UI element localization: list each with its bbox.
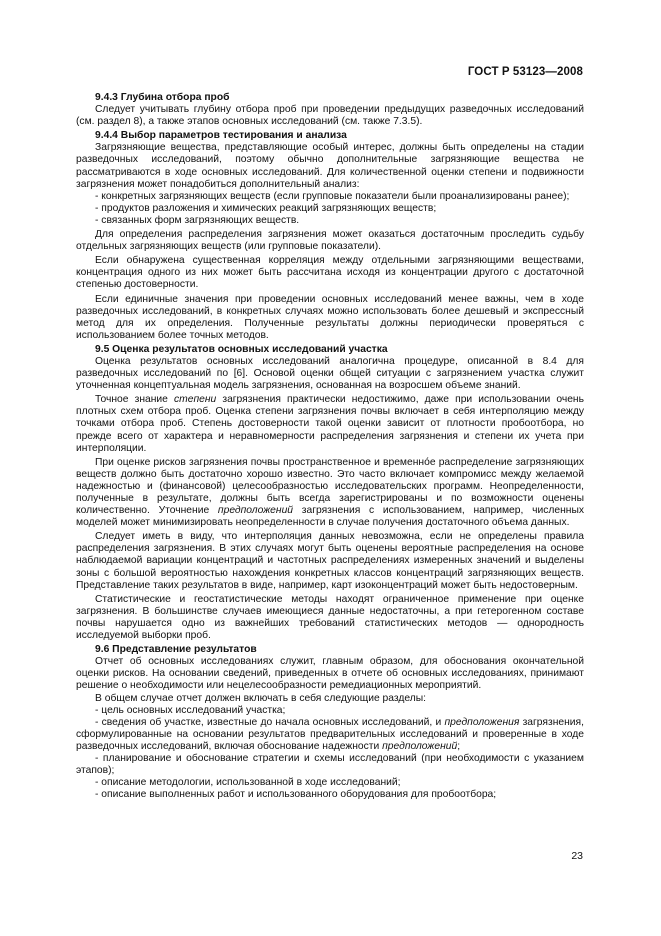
paragraph: Точное знание степени загрязнения практически недостижимо, даже при использовании очень плотных схем отбора проб. Оценка степени загрязнения почвы включает в себя интерполяцию между точками отбора проб. Степень достоверности такой оценки зависит от плотности пробоотбора, но прежде всего от характера и неравномерности распределения загрязнения и степени их учета при интерполяции. [76,394,584,454]
paragraph: Если единичные значения при проведении основных исследований менее важны, чем в ходе разведочных исследований, в конкретных случаях можно использовать более дешевый и экспрессный метод для их определения. Полученные результаты должны периодически проверяться с использованием более точных методов. [76,293,584,341]
paragraph: Следует учитывать глубину отбора проб при проведении предыдущих разведочных исследований (см. раздел 8), а также этапов основных исследований (см. также 7.3.5). [76,104,584,128]
page-number: 23 [571,850,583,862]
paragraph: При оценке рисков загрязнения почвы пространственное и временно́е распределение загрязняющих веществ должно быть достаточно хорошо известно. Это часто включает компромисс между желаемой надежностью и (финансовой) целесообразностью исследовательских программ. Неопределенности, полученные в результате, должны быть всегда зарегистрированы и по возможности оценены количественно. Уточнение предположений загрязнения с использованием, например, численных моделей может минимизировать неопределенности в случае получения достаточного объема данных. [76,456,585,529]
section-heading-9-5: 9.5 Оценка результатов основных исследований участка [95,343,388,355]
paragraph: Для определения распределения загрязнения может оказаться достаточным проследить судьбу отдельных загрязняющих веществ (или групповые показатели). [76,229,584,253]
paragraph: Следует иметь в виду, что интерполяция данных невозможна, если не определены правила распределения загрязнения. В этих случаях могут быть оценены вероятные распределения на основе наблюдаемой вариации концентраций и частотных распределениях измеренных значений и выделены зоны с большой вероятностью нахождения конкретных классов концентраций загрязняющих веществ. Представление таких результатов в виде, например, карт изоконцентраций может быть недостоверным. [76,531,584,591]
section-heading-9-6: 9.6 Представление результатов [95,644,257,656]
paragraph: Если обнаружена существенная корреляция между отдельными загрязняющими веществами, концентрация одного из них может быть рассчитана исходя из концентрации другого с достаточной степенью достоверности. [76,255,584,291]
paragraph: Оценка результатов основных исследований аналогична процедуре, описанной в 8.4 для разведочных исследований по [6]. Основой оценки общей ситуации с загрязнением участка служит уточненная концептуальная модель загрязнения, основанная на возросшем объеме знаний. [76,355,584,392]
section-heading-9-4-3: 9.4.3 Глубина отбора проб [95,92,230,103]
list-item: - описание методологии, использованной в ходе исследований; [95,777,401,789]
list-item: - цель основных исследований участка; [95,704,286,716]
list-item: - конкретных загрязняющих веществ (если групповые показатели были проанализированы ранее); [95,190,570,202]
standard-designation: ГОСТ Р 53123—2008 [467,66,583,78]
paragraph: В общем случае отчет должен включать в себя следующие разделы: [95,692,427,704]
emphasis: предположений [217,505,294,517]
paragraph: Загрязняющие вещества, представляющие особый интерес, должны быть определены на стадии разведочных исследований, поэтому обычно дополнительные загрязняющие вещества не рассматриваются в ходе основных исследований. Для количественной оценки степени и подвижности загрязнения может понадобиться дополнительный анализ: [76,142,584,190]
list-item: - сведения об участке, известные до начала основных исследований, и предположения загрязнения, сформулированные на основании результатов предварительных исследований и проверенные в ходе разведочных исследований, включая обоснование надежности предположений; [76,716,584,752]
list-item: - продуктов разложения и химических реакций загрязняющих веществ; [95,202,437,214]
emphasis: степени [174,394,217,406]
emphasis: предположения [444,716,520,728]
emphasis: предположений [382,740,458,752]
paragraph: Отчет об основных исследованиях служит, главным образом, для обоснования окончательной оценки рисков. На основании сведений, приведенных в отчете об основных исследованиях, принимают решение о необходимости или нецелесообразности ремедиационных мероприятий. [76,656,584,692]
list-item: - планирование и обоснование стратегии и схемы исследований (при необходимости с указанием этапов); [76,752,584,777]
list-item: - связанных форм загрязняющих веществ. [95,214,300,226]
section-heading-9-4-4: 9.4.4 Выбор параметров тестирования и анализа [95,130,347,142]
list-item: - описание выполненных работ и использованного оборудования для пробоотбора; [95,789,497,801]
document-body [76,92,584,801]
paragraph: Статистические и геостатистические методы находят ограниченное применение при оценке загрязнения. В большинстве случаев имеющиеся данные недостаточны, а при гетерогенном составе почвы нарушается одно из важнейших требований статистических методов — однородность исследуемой выборки проб. [76,593,584,642]
